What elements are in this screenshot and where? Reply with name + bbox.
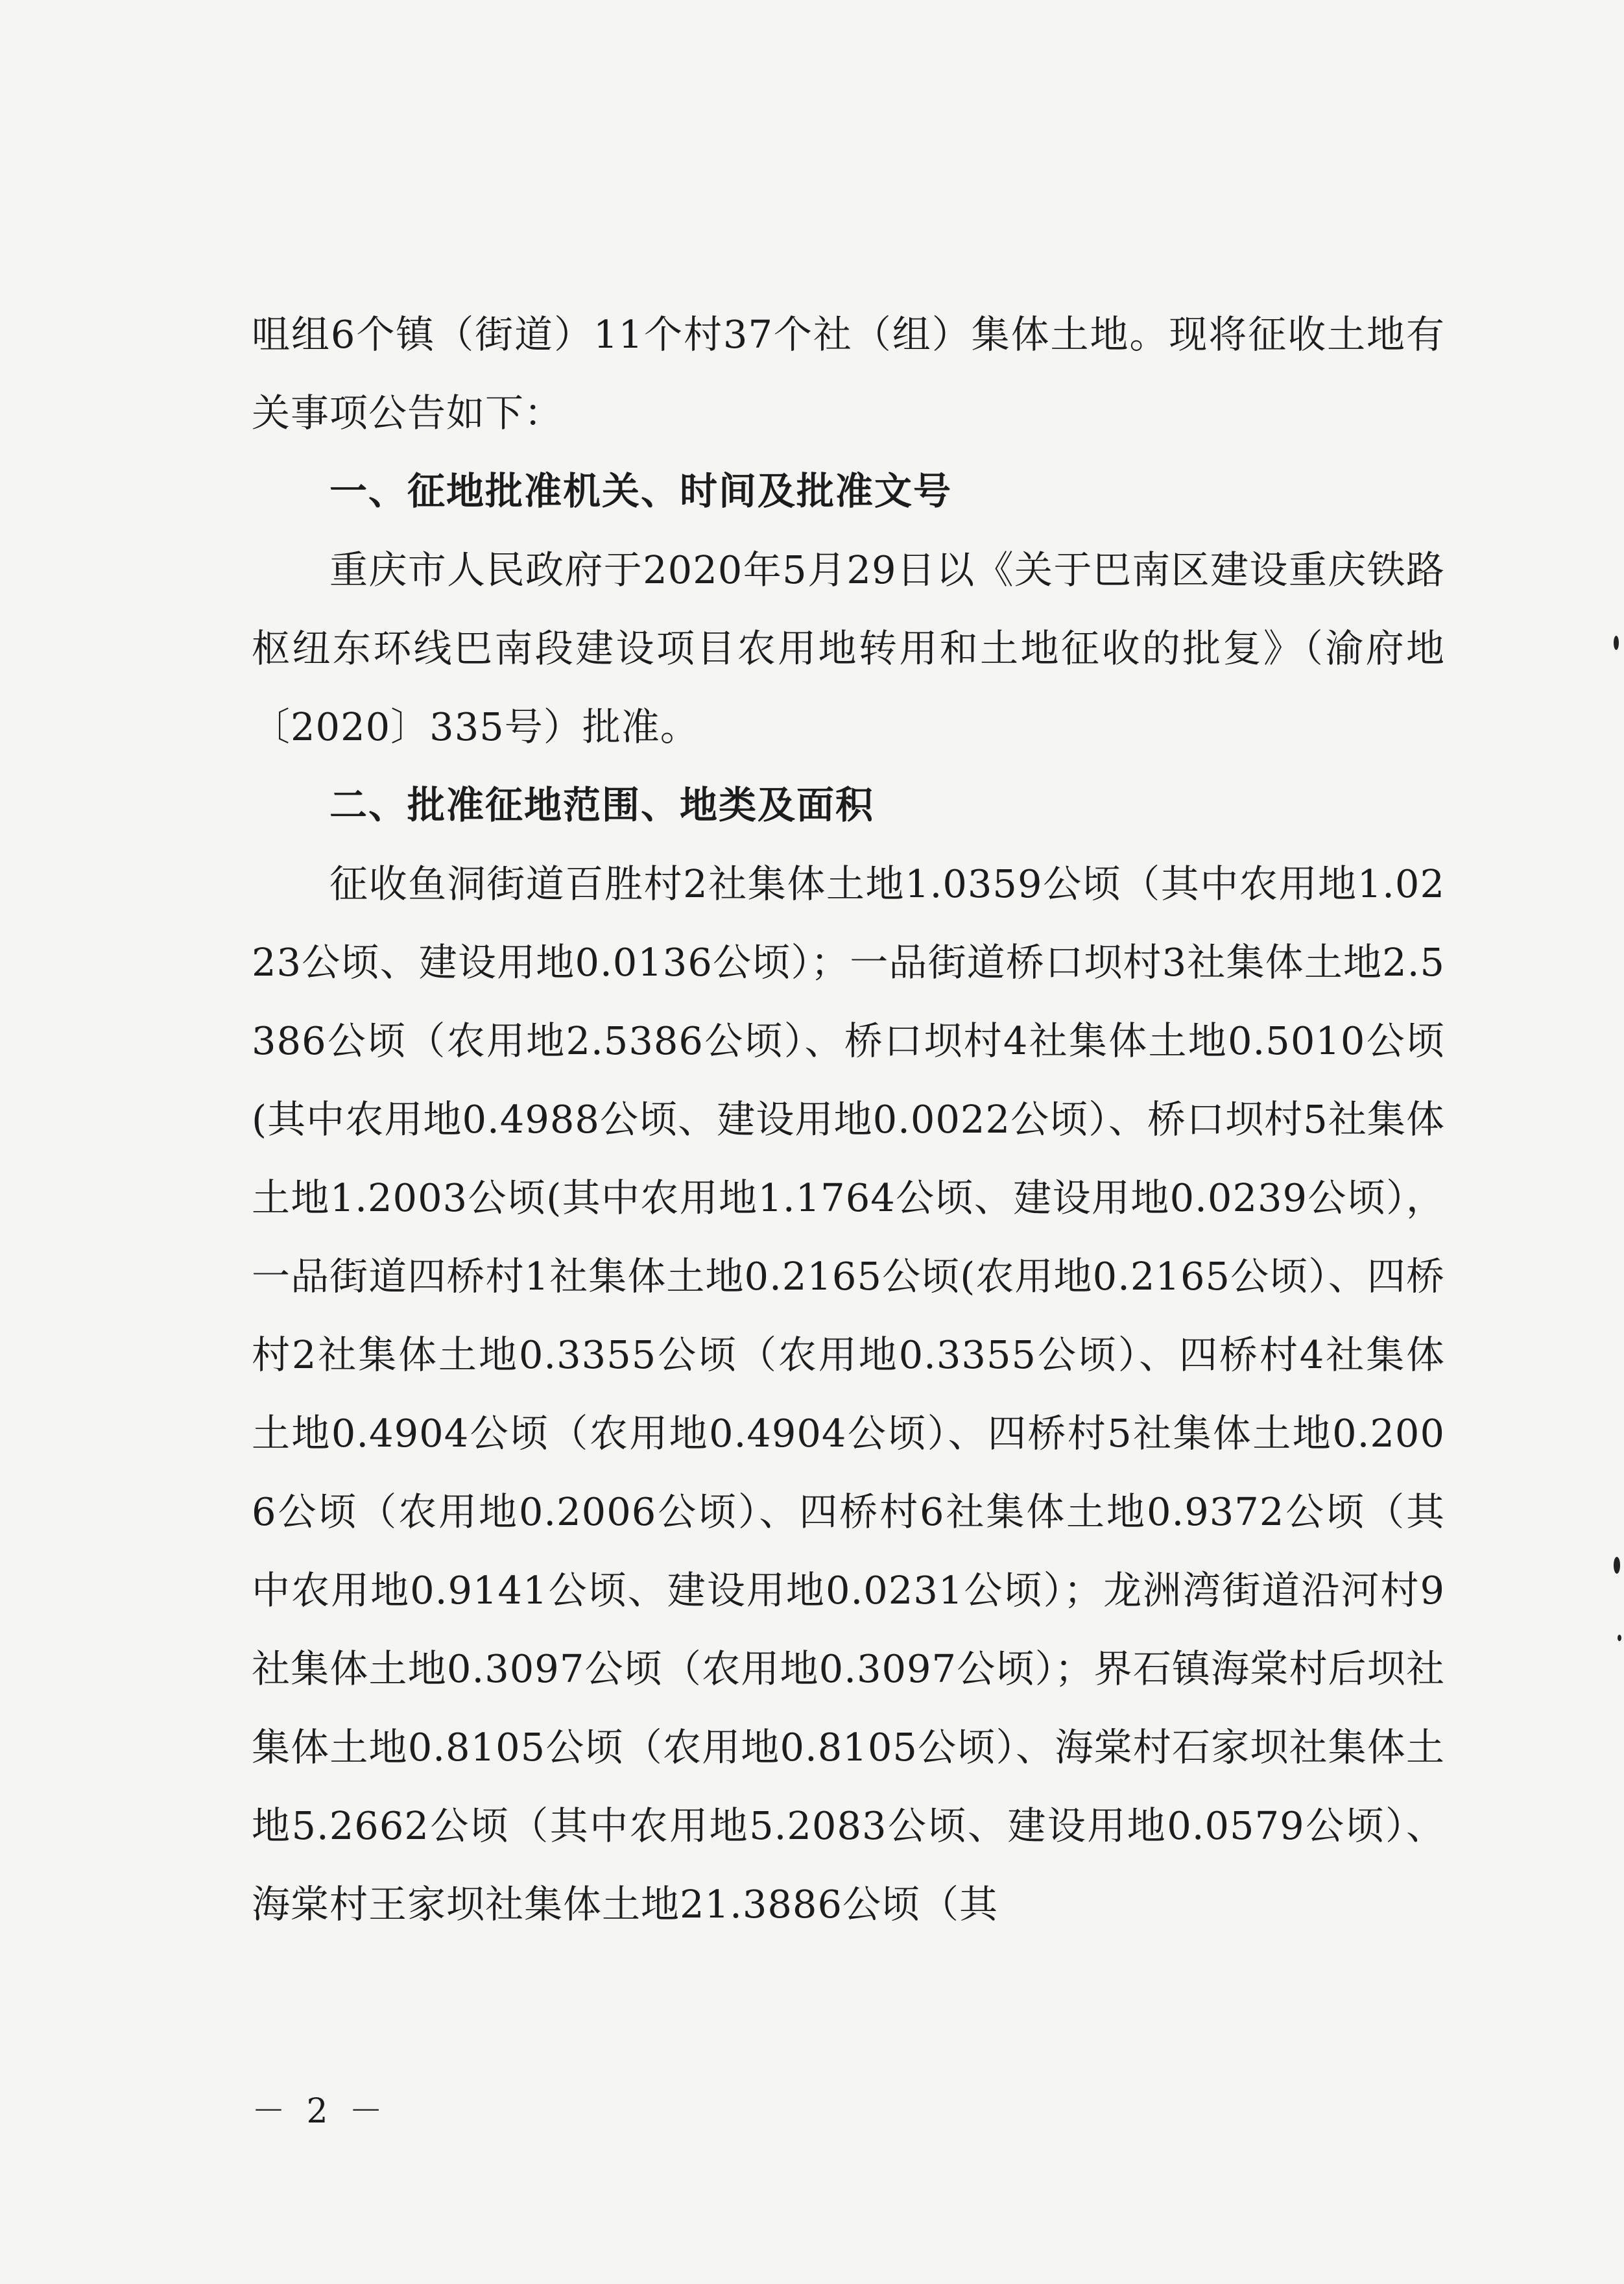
scan-speck (1614, 636, 1619, 650)
section-heading-approval-authority: 一、征地批准机关、时间及批准文号 (329, 469, 953, 513)
scan-speck (1614, 1557, 1620, 1574)
section-heading-land-scope: 二、批准征地范围、地类及面积 (329, 783, 875, 827)
intro-paragraph: 咀组6个镇（街道）11个村37个社（组）集体土地。现将征收土地有关事项公告如下： (252, 312, 1445, 435)
land-scope-paragraph: 征收鱼洞街道百胜村2社集体土地1.0359公顷（其中农用地1.0223公顷、建设用地0.0136公顷）；一品街道桥口坝村3社集体土地2.5386公顷（农用地2.5386公顷）、桥口坝村4社集体土地0.5010公顷(其中农用地0.4988公顷、建设用地0.0022公顷）、桥口坝村5社集体土地1.2003公顷(其中农用地1.1764公顷、建设用地0.0239公顷），一品街道四桥村1社集体土地0.2165公顷(农用地0.2165公顷）、四桥村2社集体土地0.3355公顷（农用地0.3355公顷）、四桥村4社集体土地0.4904公顷（农用地0.4904公顷）、四桥村5社集体土地0.2006公顷（农用地0.2006公顷）、四桥村6社集体土地0.9372公顷（其中农用地0.9141公顷、建设用地0.0231公顷）；龙洲湾街道沿河村9社集体土地0.3097公顷（农用地0.3097公顷）；界石镇海棠村后坝社集体土地0.8105公顷（农用地0.8105公顷）、海棠村石家坝社集体土地5.2662公顷（其中农用地5.2083公顷、建设用地0.0579公顷）、海棠村王家坝社集体土地21.3886公顷（其 (252, 861, 1445, 1927)
page-number: － 2 － (252, 2092, 388, 2131)
approval-paragraph: 重庆市人民政府于2020年5月29日以《关于巴南区建设重庆铁路枢纽东环线巴南段建设项目农用地转用和土地征收的批复》（渝府地〔2020〕335号）批准。 (252, 547, 1445, 749)
document-body (252, 295, 1445, 1943)
scan-speck (1618, 1635, 1621, 1641)
